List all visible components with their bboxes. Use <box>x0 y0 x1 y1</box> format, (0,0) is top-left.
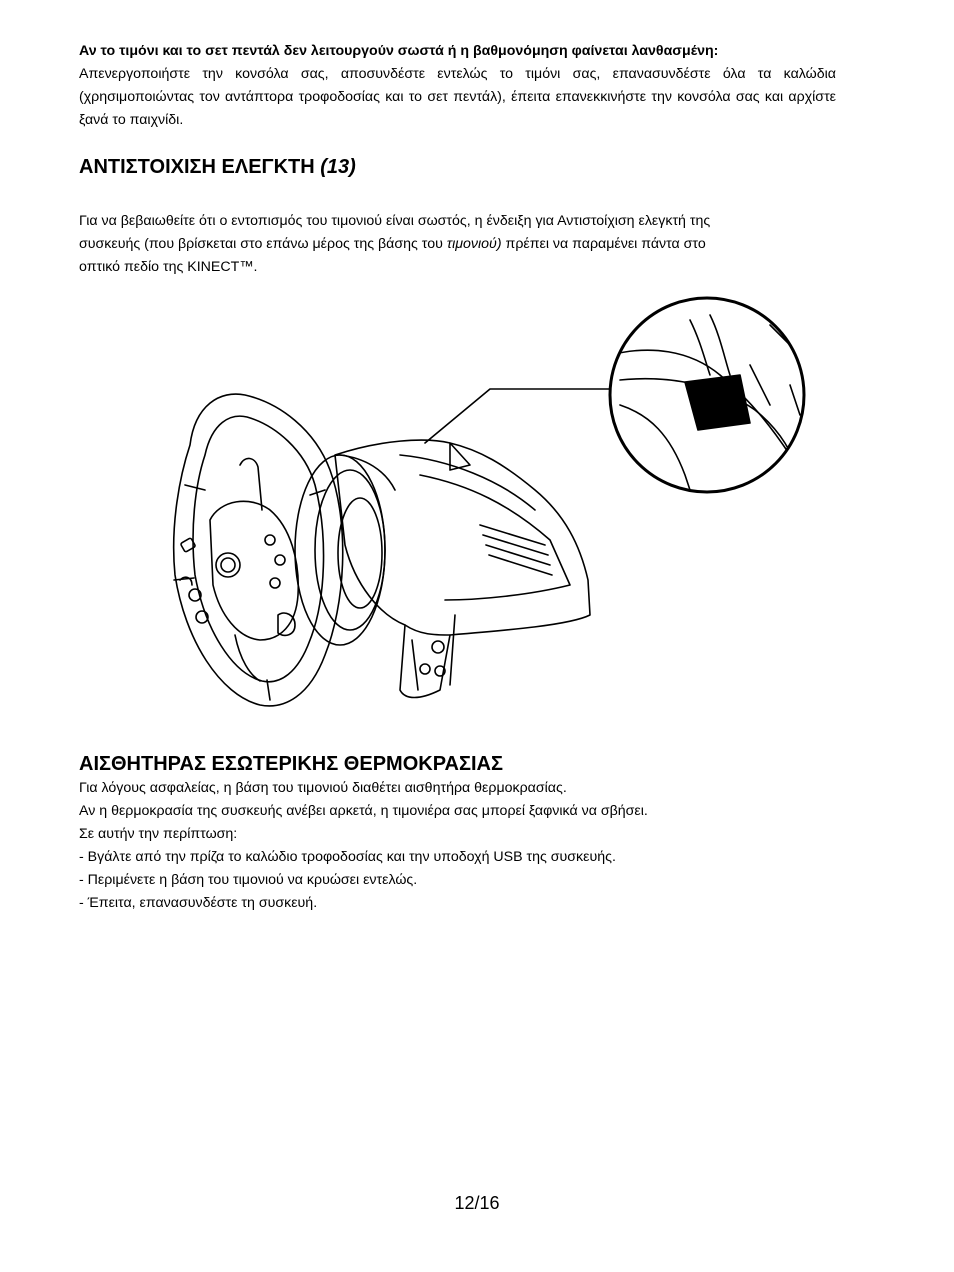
wheel-base <box>335 440 590 697</box>
sensor-line-6: - Έπειτα, επανασυνδέστε τη συσκευή. <box>79 895 318 911</box>
sensor-line-1: Για λόγους ασφαλείας, η βάση του τιμονιού διαθέτει αισθητήρα θερμοκρασίας. <box>79 780 567 796</box>
page-number: 12/16 <box>454 1193 500 1213</box>
controller-line-2-a: συσκευής (που βρίσκεται στο επάνω μέρος της βάσης του <box>79 236 447 252</box>
sensor-section-title: ΑΙΣΘΗΤΗΡΑΣ ΕΣΩΤΕΡΙΚΗΣ ΘΕΡΜΟΚΡΑΣΙΑΣ <box>79 753 503 775</box>
sensor-line-3: Σε αυτήν την περίπτωση: <box>79 826 238 842</box>
controller-title-text: ΑΝΤΙΣΤΟΙΧΙΣΗ ΕΛΕΓΚΤΗ <box>79 156 315 178</box>
controller-line-1: Για να βεβαιωθείτε ότι ο εντοπισμός του τιμονιού είναι σωστός, η ένδειξη για Αντιστοίχιση ελεγκτή της <box>79 213 711 229</box>
controller-section-body <box>79 210 839 279</box>
sensor-line-5: - Περιμένετε η βάση του τιμονιού να κρυώσει εντελώς. <box>79 872 418 888</box>
troubleshoot-body: Απενεργοποιήστε την κονσόλα σας, αποσυνδέστε εντελώς το τιμόνι σας, επανασυνδέστε όλα τα καλώδια (χρησιμοποιώντας τον αντάπτορα τροφοδοσίας και το σετ πεντάλ), έπειτα επανεκκινήστε την κονσόλα σας και αρχίστε ξανά το παιχνίδι. <box>79 66 836 128</box>
controller-line-2 <box>79 233 839 256</box>
leader-line <box>425 389 610 443</box>
sensor-line-4: - Βγάλτε από την πρίζα το καλώδιο τροφοδοσίας και την υποδοχή USB της συσκευής. <box>79 849 616 865</box>
zoom-circle <box>610 298 810 505</box>
sensor-section-body <box>79 777 839 915</box>
controller-section-title <box>79 154 356 180</box>
troubleshoot-heading: Αν το τιμόνι και το σετ πεντάλ δεν λειτουργούν σωστά ή η βαθμονόμηση φαίνεται λανθασμένη: <box>79 43 719 59</box>
controller-indicator <box>685 375 750 430</box>
controller-line-2-b: πρέπει να παραμένει πάντα στο <box>501 236 706 252</box>
controller-line-3: οπτικό πεδίο της KINECT™. <box>79 259 258 275</box>
wheel-hub <box>295 455 395 645</box>
controller-title-ref: (13) <box>320 156 356 178</box>
sensor-line-2: Αν η θερμοκρασία της συσκευής ανέβει αρκετά, η τιμονιέρα σας μπορεί ξαφνικά να σβήσει. <box>79 803 648 819</box>
wheel-illustration <box>150 295 810 715</box>
troubleshoot-section <box>79 40 836 132</box>
controller-line-2-italic: τιμονιού) <box>446 236 502 252</box>
steering-wheel <box>174 394 343 706</box>
